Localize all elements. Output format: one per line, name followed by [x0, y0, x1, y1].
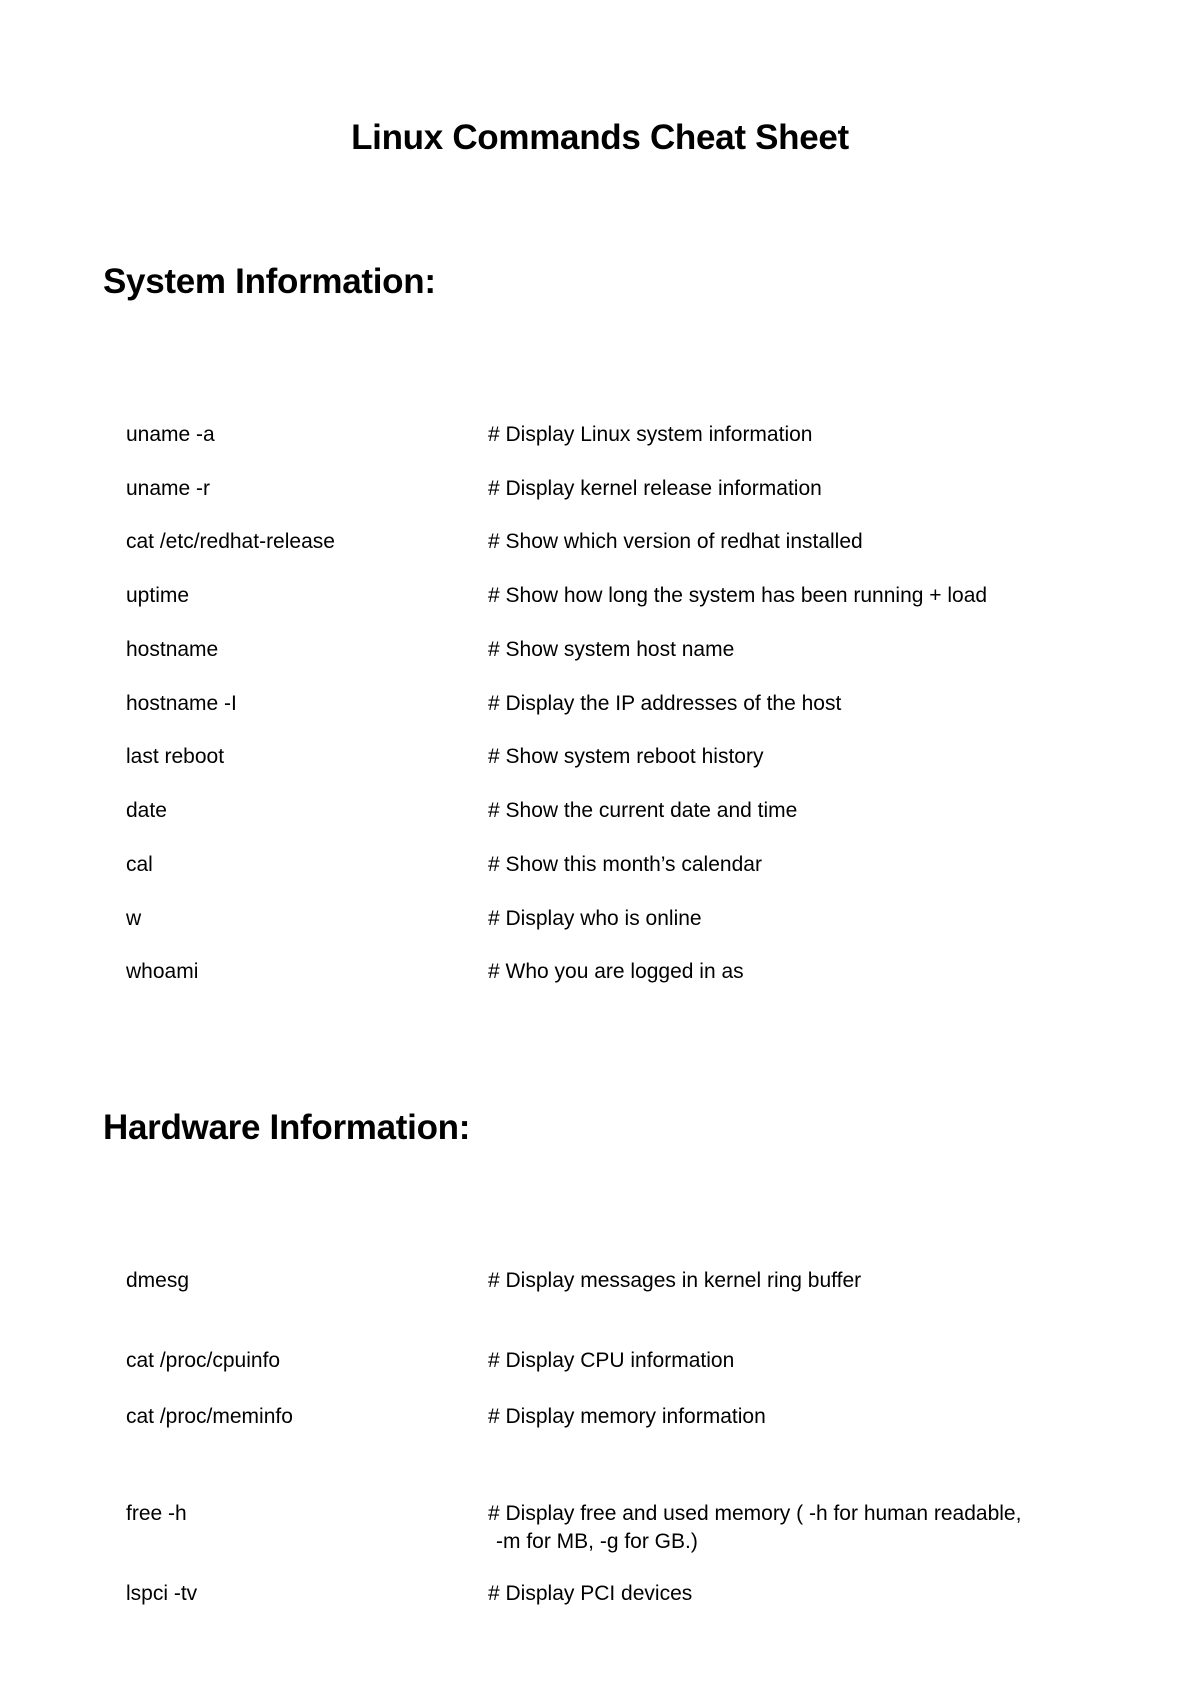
command-description: # Display CPU information	[488, 1349, 735, 1372]
command-description: # Display memory information	[488, 1405, 766, 1428]
command-text: cat /etc/redhat-release	[126, 530, 335, 553]
command-description: # Display the IP addresses of the host	[488, 692, 842, 715]
command-text: whoami	[126, 960, 199, 983]
document-title: Linux Commands Cheat Sheet	[351, 118, 849, 157]
command-text: cal	[126, 853, 153, 876]
command-text: hostname -I	[126, 692, 237, 715]
description-line: # Display free and used memory ( -h for human readable,	[488, 1502, 1022, 1525]
command-description	[488, 1500, 1088, 1556]
command-text: uptime	[126, 584, 190, 607]
command-text: last reboot	[126, 745, 225, 768]
command-description: # Display kernel release information	[488, 477, 822, 500]
command-text: uname -a	[126, 423, 215, 446]
command-description: # Display PCI devices	[488, 1582, 693, 1605]
command-text: cat /proc/cpuinfo	[126, 1349, 281, 1372]
command-text: uname -r	[126, 477, 211, 500]
command-description: # Display who is online	[488, 907, 702, 930]
command-text: free -h	[126, 1502, 187, 1525]
section-heading-system-information: System Information:	[103, 262, 436, 301]
command-description: # Display messages in kernel ring buffer	[488, 1269, 862, 1292]
command-text: hostname	[126, 638, 219, 661]
command-text: date	[126, 799, 167, 822]
section-heading-hardware-information: Hardware Information:	[103, 1108, 471, 1147]
command-description: # Show this month’s calendar	[488, 853, 762, 876]
description-line: -m for MB, -g for GB.)	[496, 1530, 698, 1553]
command-description: # Show system host name	[488, 638, 735, 661]
command-description: # Display Linux system information	[488, 423, 813, 446]
command-description: # Show the current date and time	[488, 799, 798, 822]
command-description: # Show how long the system has been running + load	[488, 584, 988, 607]
command-text: dmesg	[126, 1269, 190, 1292]
command-text: cat /proc/meminfo	[126, 1405, 293, 1428]
command-text: w	[126, 907, 142, 930]
command-description: # Who you are logged in as	[488, 960, 744, 983]
command-description: # Show system reboot history	[488, 745, 764, 768]
command-text: lspci -tv	[126, 1582, 198, 1605]
command-description: # Show which version of redhat installed	[488, 530, 863, 553]
